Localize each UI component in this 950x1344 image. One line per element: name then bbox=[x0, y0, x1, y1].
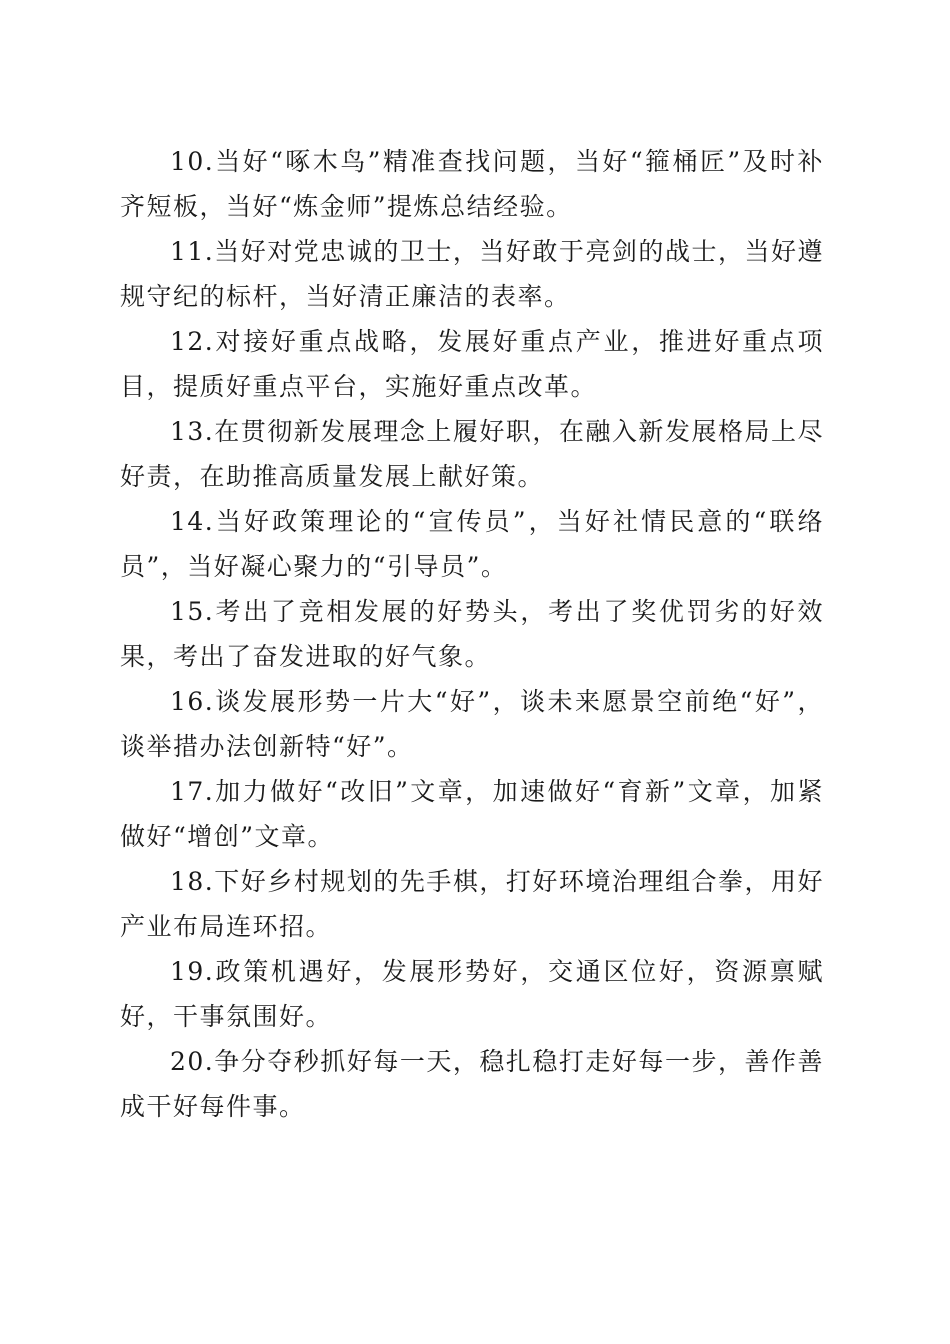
paragraph-16: 16.谈发展形势一片大“好”，谈未来愿景空前绝“好”，谈举措办法创新特“好”。 bbox=[120, 687, 824, 761]
paragraph-11: 11.当好对党忠诚的卫士，当好敢于亮剑的战士，当好遵规守纪的标杆，当好清正廉洁的表率。 bbox=[120, 237, 824, 311]
paragraph-18: 18.下好乡村规划的先手棋，打好环境治理组合拳，用好产业布局连环招。 bbox=[120, 867, 824, 941]
paragraph-17: 17.加力做好“改旧”文章，加速做好“育新”文章，加紧做好“增创”文章。 bbox=[120, 777, 824, 851]
paragraph-13: 13.在贯彻新发展理念上履好职，在融入新发展格局上尽好责，在助推高质量发展上献好策。 bbox=[120, 417, 824, 491]
paragraph-20: 20.争分夺秒抓好每一天，稳扎稳打走好每一步，善作善成干好每件事。 bbox=[120, 1047, 824, 1121]
paragraph-12: 12.对接好重点战略，发展好重点产业，推进好重点项目，提质好重点平台，实施好重点改革。 bbox=[120, 327, 824, 401]
paragraph-19: 19.政策机遇好，发展形势好，交通区位好，资源禀赋好，干事氛围好。 bbox=[120, 957, 824, 1031]
paragraph-10: 10.当好“啄木鸟”精准查找问题，当好“箍桶匠”及时补齐短板，当好“炼金师”提炼总结经验。 bbox=[120, 147, 824, 221]
document-page bbox=[120, 139, 824, 1129]
paragraph-14: 14.当好政策理论的“宣传员”，当好社情民意的“联络员”，当好凝心聚力的“引导员”。 bbox=[120, 507, 824, 581]
paragraph-15: 15.考出了竞相发展的好势头，考出了奖优罚劣的好效果，考出了奋发进取的好气象。 bbox=[120, 597, 824, 671]
